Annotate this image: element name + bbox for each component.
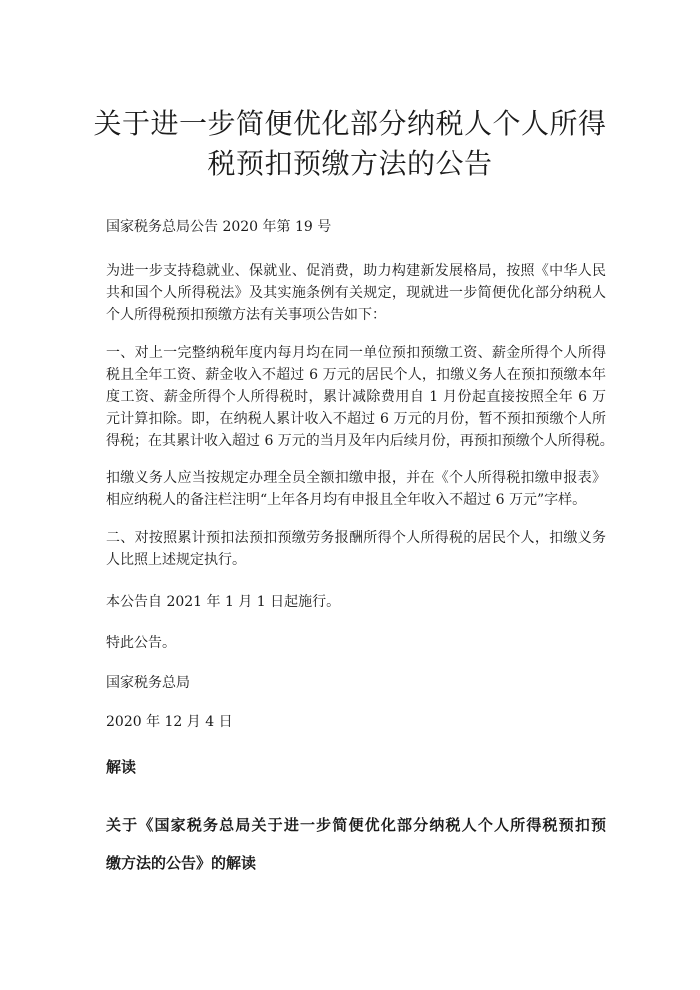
paragraph-3-line: 相应纳税人的备注栏注明“上年各月均有申报且全年收入不超过 6 万元”字样。 <box>106 492 587 508</box>
paragraph-2-line: 一、对上一完整纳税年度内每月均在同一单位预扣预缴工资、薪金所得个人所得 <box>106 345 606 361</box>
document-title-line-1: 关于进一步简便优化部分纳税人个人所得 <box>93 107 607 140</box>
notice-number: 国家税务总局公告 2020 年第 19 号 <box>106 219 332 235</box>
interpretation-title-line: 关于《国家税务总局关于进一步简便优化部分纳税人个人所得税预扣预 <box>106 816 606 834</box>
paragraph-2-line: 度工资、薪金所得个人所得税时，累计减除费用自 1 月份起直接按照全年 6 万 <box>106 389 606 405</box>
paragraph-2-line: 税且全年工资、薪金收入不超过 6 万元的居民个人，扣缴义务人在预扣预缴本年 <box>106 367 606 383</box>
paragraph-3-line: 扣缴义务人应当按规定办理全员全额扣缴申报，并在《个人所得税扣缴申报表》 <box>106 470 606 486</box>
paragraph-1-line: 为进一步支持稳就业、保就业、促消费，助力构建新发展格局，按照《中华人民 <box>106 263 606 279</box>
document-title-line-2: 税预扣预缴方法的公告 <box>207 147 493 180</box>
closing-statement: 特此公告。 <box>106 635 176 651</box>
paragraph-1-line: 共和国个人所得税法》及其实施条例有关规定，现就进一步简便优化部分纳税人 <box>106 285 606 301</box>
section-heading: 解读 <box>106 758 137 776</box>
issuer-name: 国家税务总局 <box>106 675 190 691</box>
paragraph-1-line: 个人所得税预扣预缴方法有关事项公告如下： <box>106 307 386 323</box>
effective-date-statement: 本公告自 2021 年 1 月 1 日起施行。 <box>106 594 341 610</box>
paragraph-2-line: 得税；在其累计收入超过 6 万元的当月及年内后续月份，再预扣预缴个人所得税。 <box>106 433 614 449</box>
interpretation-title-line: 缴方法的公告》的解读 <box>106 854 257 872</box>
paragraph-4-line: 二、对按照累计预扣法预扣预缴劳务报酬所得个人所得税的居民个人，扣缴义务 <box>106 530 606 546</box>
paragraph-2-line: 元计算扣除。即，在纳税人累计收入不超过 6 万元的月份，暂不预扣预缴个人所 <box>106 411 606 427</box>
issue-date: 2020 年 12 月 4 日 <box>106 714 233 730</box>
paragraph-4-line: 人比照上述规定执行。 <box>106 552 246 568</box>
